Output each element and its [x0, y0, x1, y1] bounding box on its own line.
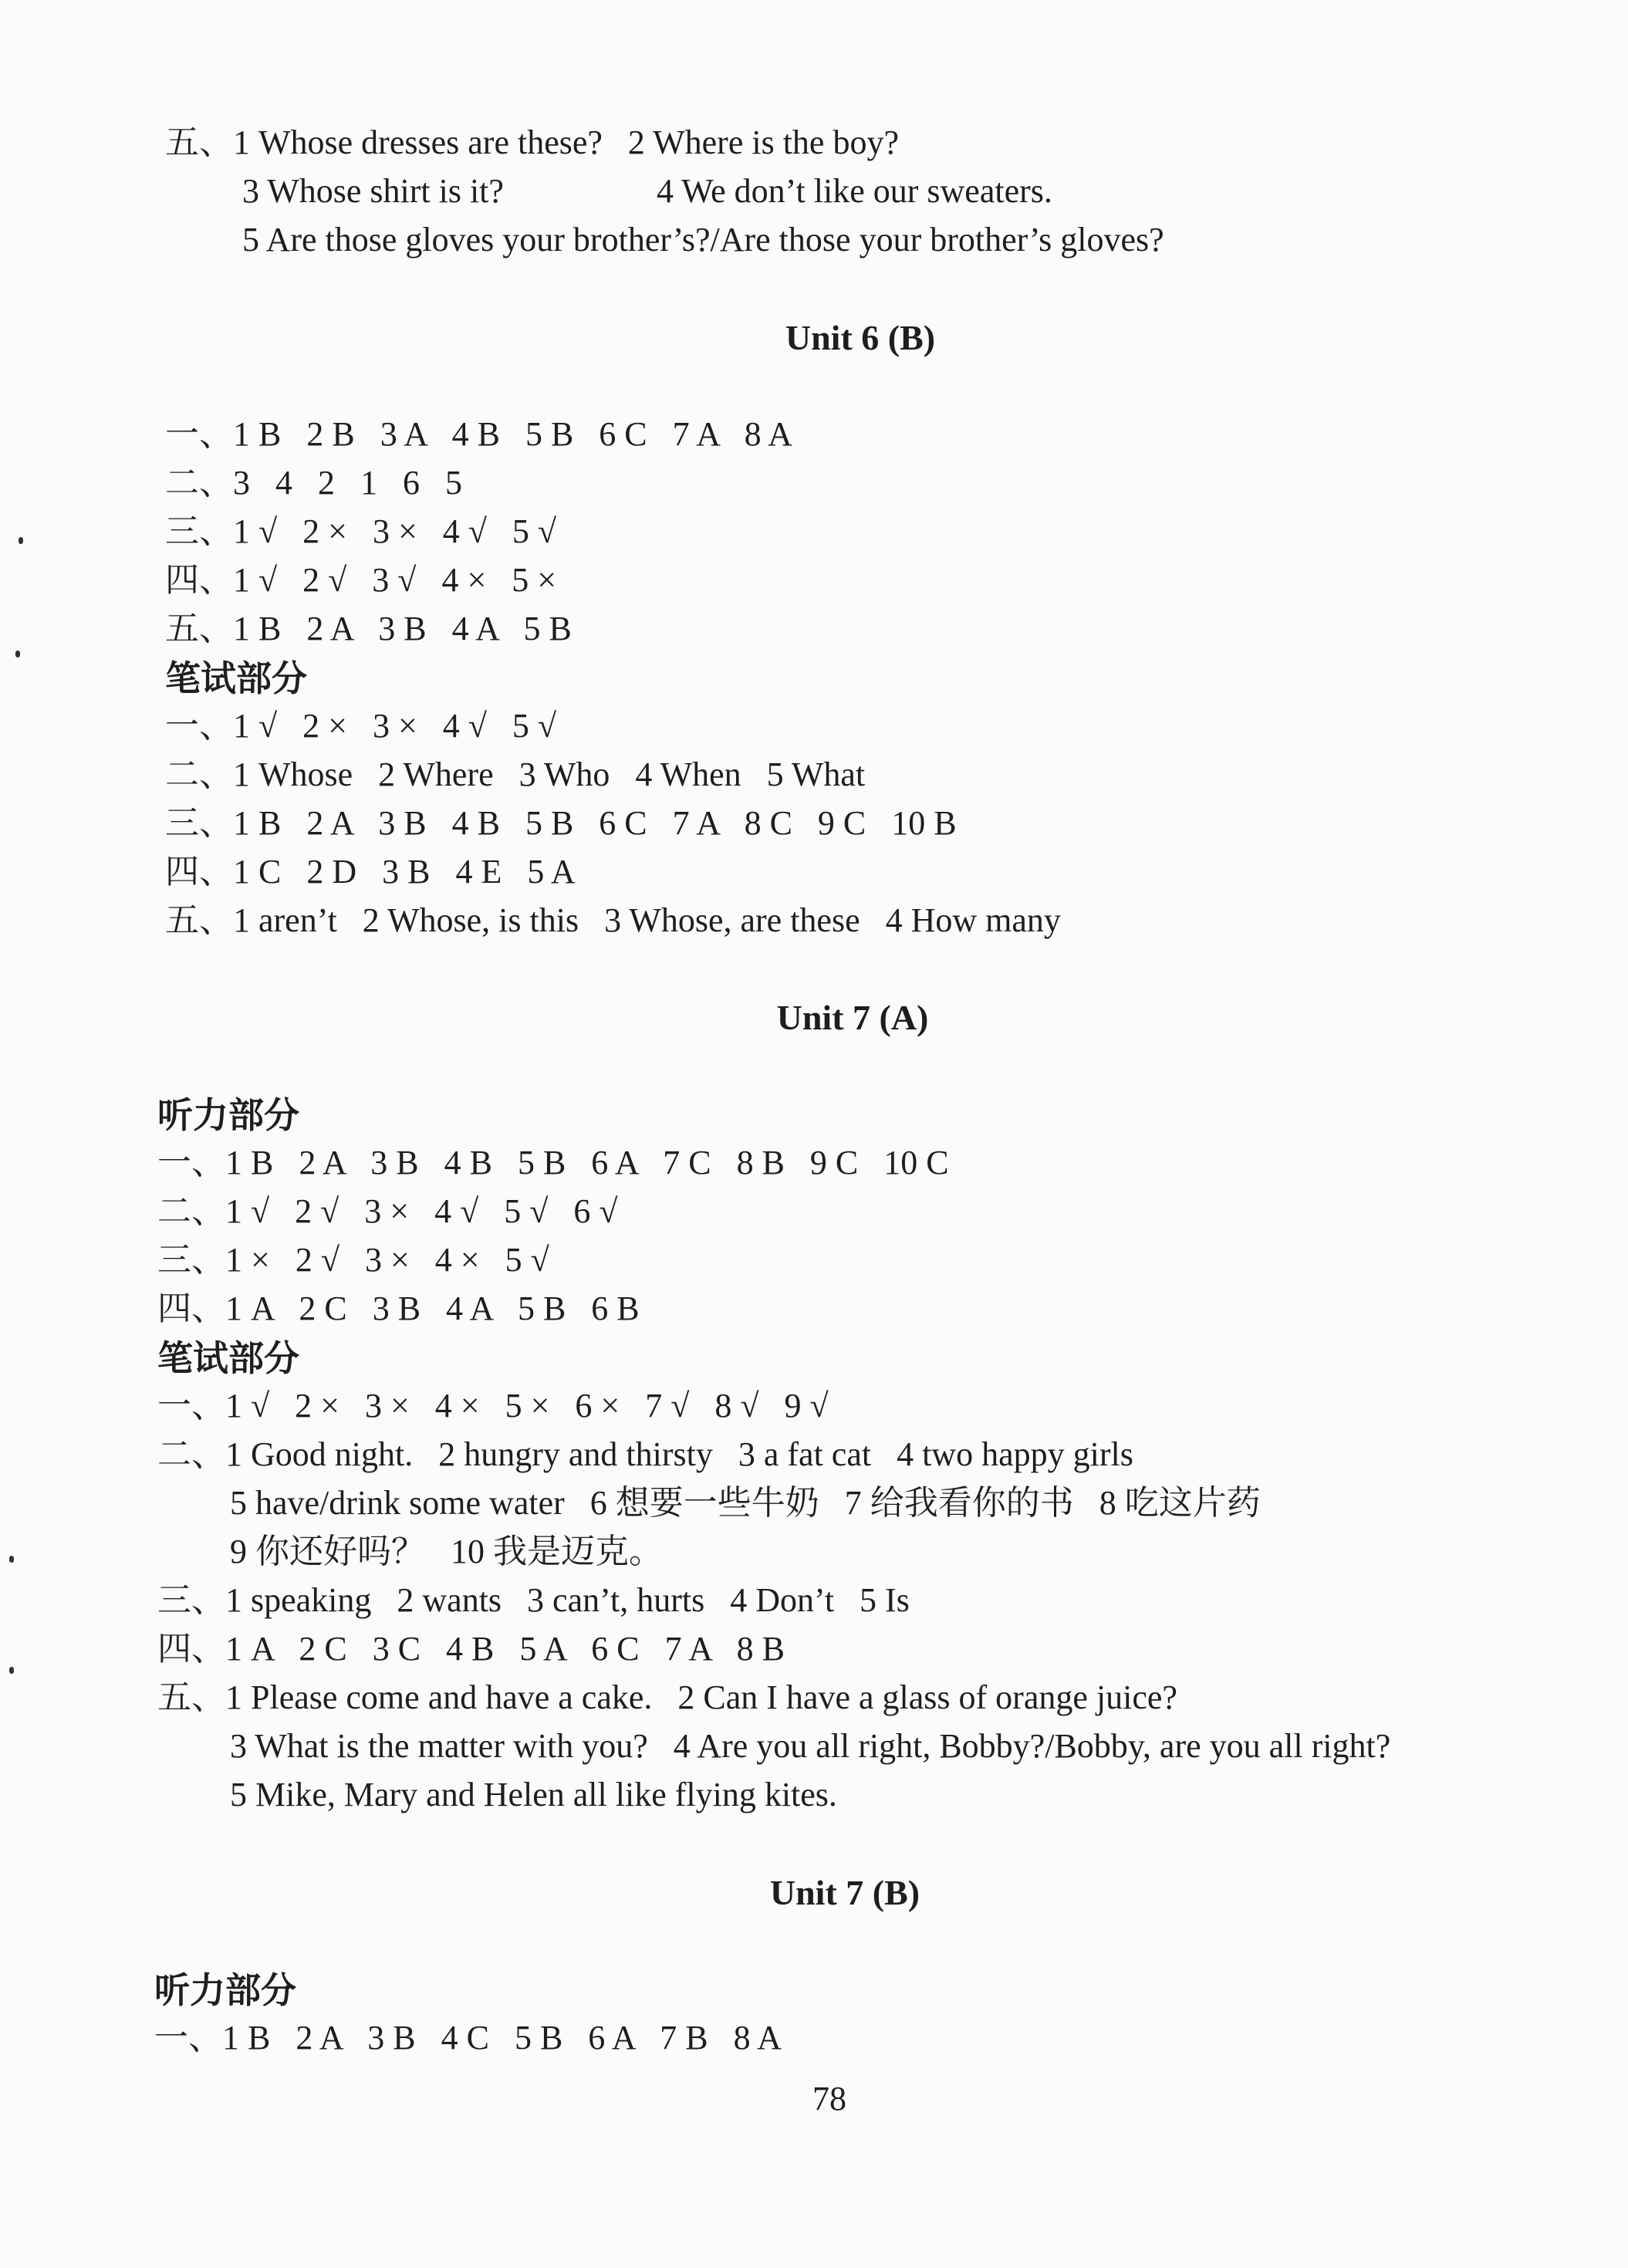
- answer-line: 二、1 √ 2 √ 3 × 4 √ 5 √ 6 √: [157, 1192, 618, 1230]
- unit-heading: Unit 6 (B): [785, 318, 936, 357]
- answer-line: 一、1 B 2 A 3 B 4 C 5 B 6 A 7 B 8 A: [154, 2019, 782, 2057]
- section-title: 笔试部分: [157, 1337, 299, 1379]
- unit-heading: Unit 7 (B): [769, 1873, 920, 1912]
- scan-speck: [9, 1556, 14, 1563]
- scan-speck: [15, 651, 20, 657]
- section-title: 笔试部分: [165, 657, 307, 699]
- answer-line: 一、1 √ 2 × 3 × 4 √ 5 √: [165, 707, 557, 745]
- section-title: 听力部分: [157, 1094, 299, 1136]
- answer-line: 5 Are those gloves your brother’s?/Are those your brother’s gloves?: [242, 221, 1164, 259]
- answer-line: 三、1 √ 2 × 3 × 4 √ 5 √: [165, 512, 557, 550]
- section-title: 听力部分: [154, 1969, 296, 2011]
- answer-line: 9 你还好吗？ 10 我是迈克。: [230, 1533, 663, 1570]
- page-number: 78: [812, 2080, 846, 2118]
- answer-line: 一、1 B 2 A 3 B 4 B 5 B 6 A 7 C 8 B 9 C 10 C: [157, 1144, 949, 1181]
- answer-line: 四、1 C 2 D 3 B 4 E 5 A: [165, 853, 576, 891]
- unit-heading: Unit 7 (A): [776, 998, 929, 1037]
- answer-line: 5 have/drink some water 6 想要一些牛奶 7 给我看你的书 8 吃这片药: [230, 1484, 1261, 1522]
- answer-line: 二、1 Whose 2 Where 3 Who 4 When 5 What: [165, 755, 866, 793]
- answer-line: 一、1 B 2 B 3 A 4 B 5 B 6 C 7 A 8 A: [165, 415, 792, 453]
- answer-line: 四、1 A 2 C 3 C 4 B 5 A 6 C 7 A 8 B: [157, 1630, 785, 1668]
- answer-line: 二、3 4 2 1 6 5: [165, 464, 462, 502]
- scan-speck: [19, 537, 23, 544]
- answer-line: 5 Mike, Mary and Helen all like flying kites.: [230, 1776, 837, 1813]
- answer-line: 五、1 Whose dresses are these? 2 Where is the boy?: [165, 123, 899, 161]
- answer-line: 四、1 A 2 C 3 B 4 A 5 B 6 B: [157, 1289, 640, 1327]
- answer-line: 三、1 B 2 A 3 B 4 B 5 B 6 C 7 A 8 C 9 C 10 B: [165, 804, 957, 842]
- answer-line: 三、1 speaking 2 wants 3 can’t, hurts 4 Don’t 5 Is: [157, 1581, 910, 1619]
- answer-line: 一、1 √ 2 × 3 × 4 × 5 × 6 × 7 √ 8 √ 9 √: [157, 1387, 829, 1425]
- answer-line: 四、1 √ 2 √ 3 √ 4 × 5 ×: [165, 561, 557, 599]
- answer-line: 五、1 B 2 A 3 B 4 A 5 B: [165, 610, 572, 647]
- answer-line: 五、1 aren’t 2 Whose, is this 3 Whose, are these 4 How many: [165, 901, 1061, 939]
- answer-line: 五、1 Please come and have a cake. 2 Can I have a glass of orange juice?: [157, 1678, 1177, 1716]
- answer-line: 二、1 Good night. 2 hungry and thirsty 3 a fat cat 4 two happy girls: [157, 1435, 1133, 1473]
- answer-line: 3 What is the matter with you? 4 Are you all right, Bobby?/Bobby, are you all right?: [230, 1727, 1391, 1765]
- answer-line: 3 Whose shirt is it? 4 We don’t like our sweaters.: [242, 172, 1052, 210]
- answer-line: 三、1 × 2 √ 3 × 4 × 5 √: [157, 1241, 549, 1279]
- scan-speck: [9, 1667, 14, 1674]
